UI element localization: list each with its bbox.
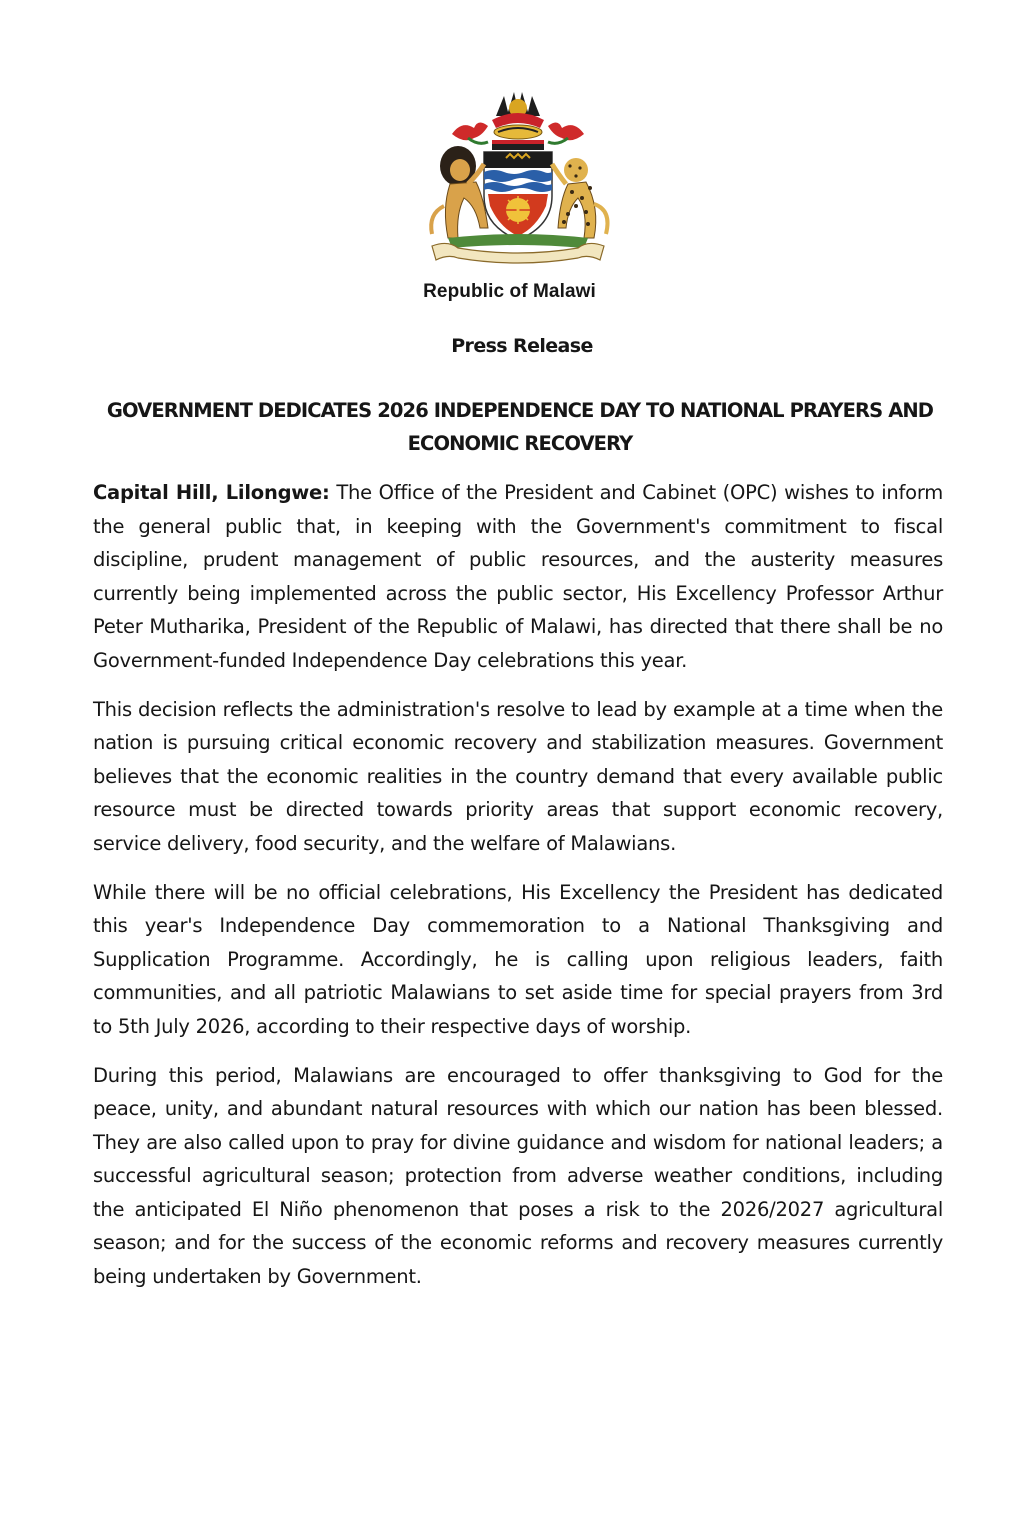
press-release-body <box>93 476 943 1309</box>
dateline: Capital Hill, Lilongwe: <box>93 481 330 504</box>
paragraph-1-text: The Office of the President and Cabinet (OPC) wishes to inform the general public that, in keeping with the Government's commitment to fiscal discipline, prudent management of public resources, and the austerity measures currently being implemented across the public sector, His Excellency Professor Arthur Peter Mutharika, President of the Republic of Malawi, has directed that there shall be no Government-funded Independence Day celebrations this year. <box>93 481 943 672</box>
paragraph-3: While there will be no official celebrations, His Excellency the President has dedicated this year's Independence Day commemoration to a National Thanksgiving and Supplication Programme. Accordingly, he is calling upon religious leaders, faith communities, and all patriotic Malawians to set aside time for special prayers from 3rd to 5th July 2026, according to their respective days of worship. <box>93 880 943 1038</box>
shield-icon <box>484 152 552 240</box>
page-title: GOVERNMENT DEDICATES 2026 INDEPENDENCE DAY TO NATIONAL PRAYERS AND ECONOMIC RECOVERY <box>106 399 934 455</box>
paragraph-2: This decision reflects the administration's resolve to lead by example at a time when the nation is pursuing critical economic recovery and stabilization measures. Government believes that the economic realities in the country demand that every available public resource must be directed towards priority areas that support economic recovery, service delivery, food security, and the welfare of Malawians. <box>93 697 943 855</box>
paragraph-4: During this period, Malawians are encouraged to offer thanksgiving to God for the peace, unity, and abundant natural resources with which our nation has been blessed. They are also called upon to pray for divine guidance and wisdom for national leaders; a successful agricultural season; protection from adverse weather conditions, including the anticipated El Niño phenomenon that poses a risk to the 2026/2027 agricultural season; and for the success of the economic reforms and recovery measures currently being undertaken by Government. <box>93 1063 943 1289</box>
crest-top-icon <box>492 92 544 139</box>
leopard-icon <box>552 158 608 238</box>
press-release-label: Press Release <box>451 335 593 357</box>
republic-heading: Republic of Malawi <box>423 281 596 302</box>
motto-scroll-icon <box>432 234 604 263</box>
paragraph-1 <box>93 476 943 678</box>
malawi-coat-of-arms-icon <box>418 88 618 264</box>
lion-icon <box>431 146 488 238</box>
